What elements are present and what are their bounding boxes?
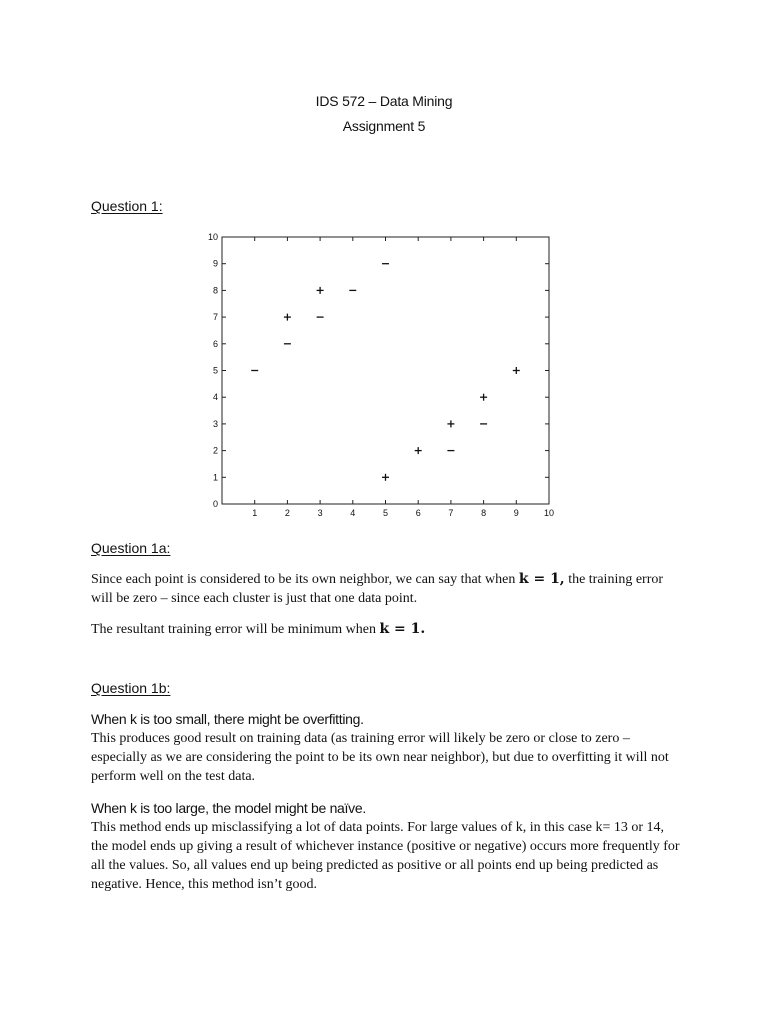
x-tick-label: 5: [382, 508, 389, 518]
q1a-paragraph-1: [91, 570, 681, 608]
plus-point-marker: [284, 314, 291, 321]
x-tick-label: 2: [284, 508, 290, 518]
y-tick-label: 9: [212, 258, 218, 269]
question-1b-heading: Question 1b:: [91, 680, 171, 696]
plus-point-marker: [447, 420, 454, 427]
x-tick-label: 1: [252, 508, 258, 518]
y-tick-label: 0: [212, 499, 218, 509]
y-tick-label: 7: [212, 312, 218, 323]
plot-frame: [222, 237, 549, 504]
q1b-small-k-lead: When k is too small, there might be overfitting.: [91, 711, 364, 727]
q1b-large-k-section: [91, 799, 681, 894]
plus-point-marker: [382, 474, 389, 481]
y-tick-label: 3: [212, 418, 218, 429]
y-tick-label: 5: [212, 365, 218, 376]
y-tick-label: 1: [212, 472, 218, 483]
q1b-small-k-section: [91, 710, 681, 786]
y-tick-label: 8: [212, 285, 218, 296]
plus-point-marker: [513, 367, 520, 374]
axis-ticks: [208, 232, 554, 518]
data-points: [251, 264, 520, 481]
q1a-p2-text: The resultant training error will be minimum when: [91, 622, 380, 637]
x-tick-label: 10: [543, 508, 555, 518]
x-tick-label: 4: [350, 508, 356, 518]
question-1-heading: Question 1:: [91, 198, 163, 214]
x-tick-label: 7: [448, 508, 454, 518]
x-tick-label: 8: [481, 508, 487, 518]
q1b-large-k-lead: When k is too large, the model might be naïve.: [91, 800, 366, 816]
question-1a-heading: Question 1a:: [91, 540, 171, 556]
q1a-paragraph-2: [91, 620, 681, 639]
q1a-p1-text-end: the training error will be zero – since each cluster is just that one data point.: [91, 572, 664, 606]
y-tick-label: 2: [212, 445, 218, 456]
q1a-p2-k-value: k = 1.: [379, 621, 426, 637]
plus-point-marker: [317, 287, 324, 294]
q1b-large-k-body: This method ends up misclassifying a lot of data points. For large values of k, in this case k= 13 or 14, the model ends up giving a result of whichever instance (positive or negative) occurs more frequently for all the values. So, all values end up being predicted as positive or all points end up being predicted as negative. Hence, this method isn’t good.: [91, 820, 680, 892]
q1a-p1-k-value: k = 1,: [518, 571, 565, 587]
y-tick-label: 10: [207, 232, 218, 242]
scatter-plot: [200, 228, 570, 520]
x-tick-label: 9: [513, 508, 519, 518]
q1a-p1-text-start: Since each point is considered to be its own neighbor, we can say that when: [91, 572, 519, 587]
x-tick-label: 3: [317, 508, 323, 518]
y-tick-label: 6: [212, 338, 218, 349]
x-tick-label: 6: [415, 508, 421, 518]
course-title: IDS 572 – Data Mining: [315, 93, 453, 109]
q1b-small-k-body: This produces good result on training data (as training error will likely be zero or close to zero – especially as we are considering the point to be its own near neighbor), but due to overfitting it will not perform well on the test data.: [91, 731, 669, 784]
y-tick-label: 4: [212, 392, 218, 403]
plus-point-marker: [415, 447, 422, 454]
assignment-title: Assignment 5: [342, 118, 426, 134]
plus-point-marker: [480, 394, 487, 401]
